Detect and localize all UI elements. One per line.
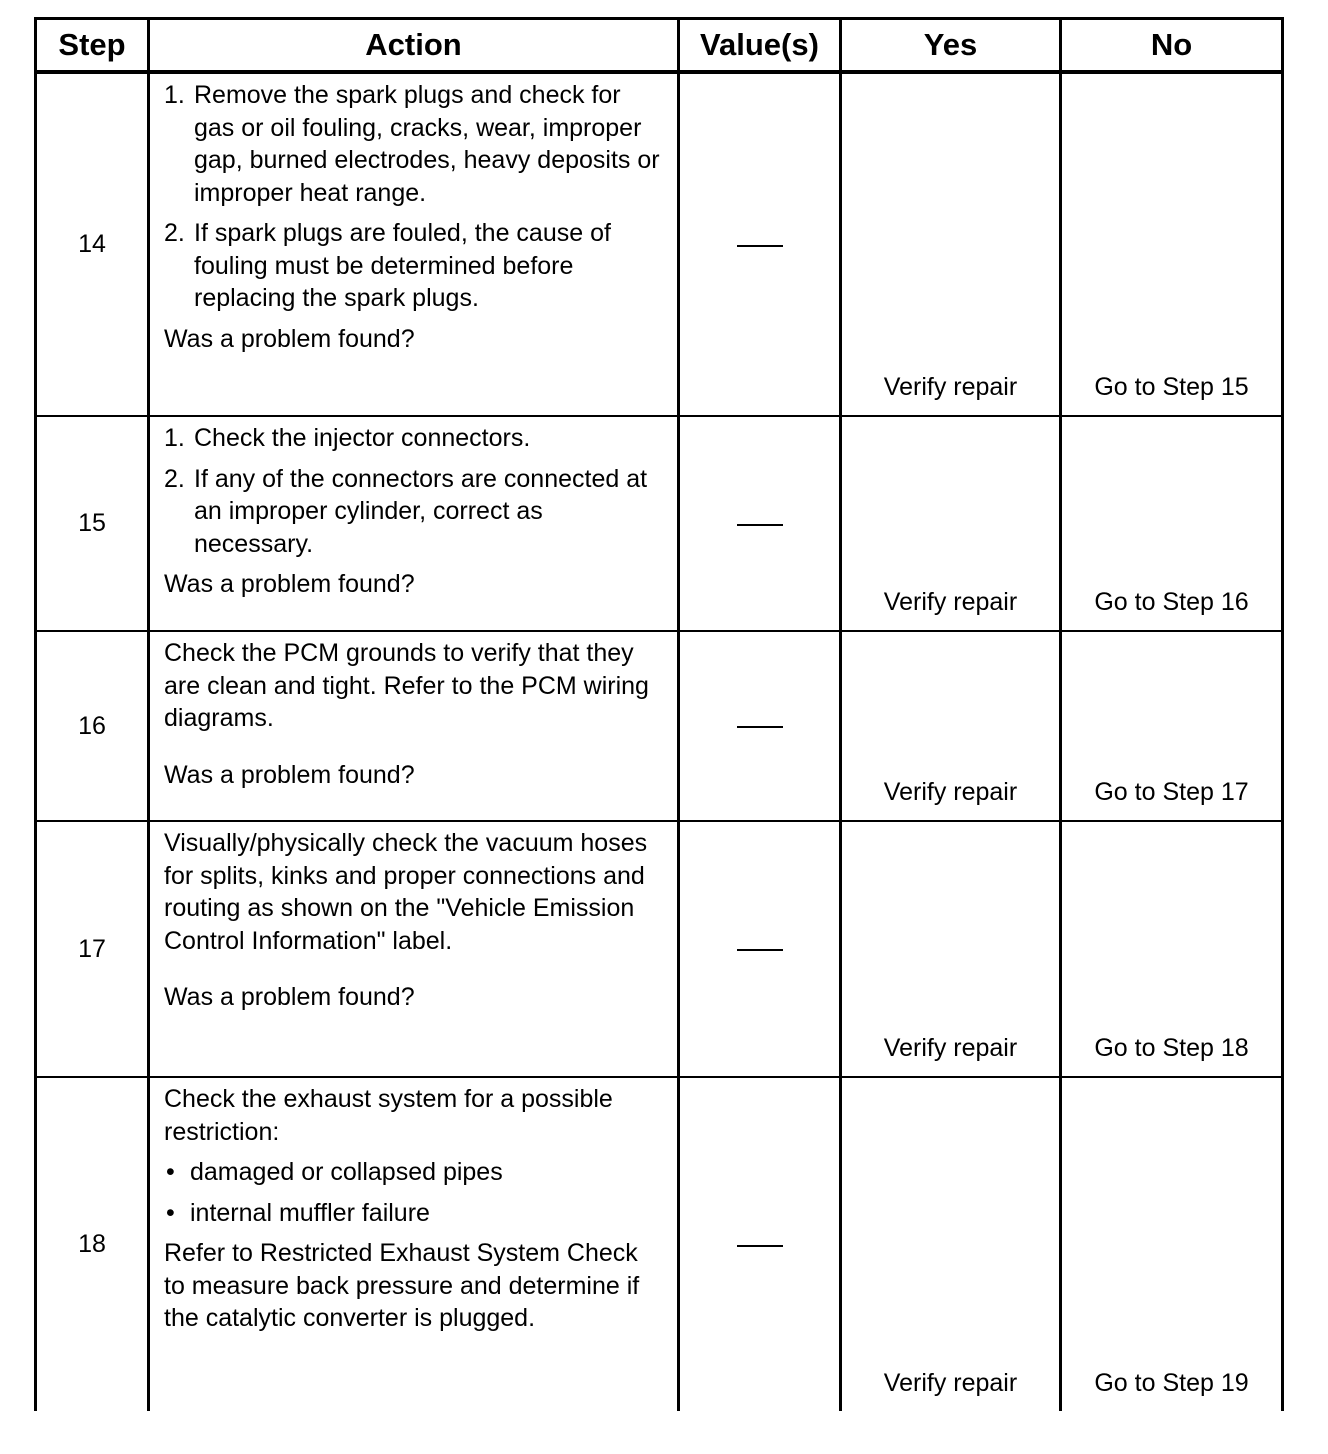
step-number: 14 [36, 72, 149, 416]
action-text: Check the PCM grounds to verify that they are clean and tight. Refer to the PCM wiring diagrams. [164, 639, 649, 732]
value-cell [679, 72, 841, 416]
action-cell [149, 631, 679, 821]
no-cell: Go to Step 19 [1061, 1077, 1283, 1411]
bullet-icon: • [166, 1158, 175, 1186]
header-action: Action [149, 19, 679, 73]
action-cell [149, 72, 679, 416]
header-step: Step [36, 19, 149, 73]
item-text: If spark plugs are fouled, the cause of fouling must be determined before replacing the spark plugs. [194, 219, 611, 312]
empty-value-dash [737, 1245, 783, 1247]
action-list-item [164, 79, 665, 209]
table-row-step-17 [36, 821, 1283, 1077]
empty-value-dash [737, 245, 783, 247]
header-no: No [1061, 19, 1283, 73]
yes-cell: Verify repair [841, 821, 1061, 1077]
action-question: Was a problem found? [164, 324, 415, 353]
no-cell: Go to Step 18 [1061, 821, 1283, 1077]
bullet-icon: • [166, 1198, 175, 1227]
value-cell [679, 1077, 841, 1411]
action-bullet-item [164, 1197, 665, 1230]
empty-value-dash [737, 949, 783, 951]
diagnostic-table [34, 17, 1284, 1411]
action-question: Was a problem found? [164, 983, 415, 1011]
action-question: Was a problem found? [164, 760, 415, 789]
empty-value-dash [737, 524, 783, 526]
action-cell [149, 1077, 679, 1411]
bullet-text: internal muffler failure [190, 1198, 430, 1227]
action-text: Check the exhaust system for a possible restriction: [164, 1085, 613, 1146]
value-cell [679, 821, 841, 1077]
no-cell: Go to Step 16 [1061, 416, 1283, 631]
yes-cell: Verify repair [841, 1077, 1061, 1411]
yes-cell: Verify repair [841, 72, 1061, 416]
item-number: 2. [164, 219, 185, 247]
action-list-item [164, 217, 665, 315]
action-list-item [164, 422, 665, 455]
table-row-step-14 [36, 72, 1283, 416]
action-cell [149, 821, 679, 1077]
table-row-step-16 [36, 631, 1283, 821]
item-text: If any of the connectors are connected at an improper cylinder, correct as necessary. [194, 464, 648, 558]
header-values: Value(s) [679, 19, 841, 73]
item-text: Check the injector connectors. [194, 424, 531, 452]
action-text: Visually/physically check the vacuum hoses for splits, kinks and proper connections and routing as shown on the "Vehicle Emission Control Information" label. [164, 829, 648, 955]
bullet-text: damaged or collapsed pipes [190, 1158, 503, 1186]
step-number: 15 [36, 416, 149, 631]
action-text-secondary: Refer to Restricted Exhaust System Check to measure back pressure and determine if the catalytic converter is plugged. [164, 1239, 640, 1332]
step-number: 16 [36, 631, 149, 821]
table-row-step-18 [36, 1077, 1283, 1411]
step-number: 18 [36, 1077, 149, 1411]
table-row-step-15 [36, 416, 1283, 631]
diagnostic-table-container [34, 17, 1281, 1411]
item-number: 1. [164, 424, 185, 452]
item-number: 2. [164, 464, 185, 493]
yes-cell: Verify repair [841, 631, 1061, 821]
value-cell [679, 631, 841, 821]
header-yes: Yes [841, 19, 1061, 73]
action-bullet-item [164, 1156, 665, 1189]
item-text: Remove the spark plugs and check for gas or oil fouling, cracks, wear, improper gap, burned electrodes, heavy deposits or improper heat range. [194, 81, 660, 207]
no-cell: Go to Step 15 [1061, 72, 1283, 416]
item-number: 1. [164, 81, 185, 109]
header-row [36, 19, 1283, 73]
step-number: 17 [36, 821, 149, 1077]
empty-value-dash [737, 726, 783, 728]
action-cell [149, 416, 679, 631]
no-cell: Go to Step 17 [1061, 631, 1283, 821]
value-cell [679, 416, 841, 631]
action-list-item [164, 463, 665, 561]
yes-cell: Verify repair [841, 416, 1061, 631]
action-question: Was a problem found? [164, 570, 415, 598]
